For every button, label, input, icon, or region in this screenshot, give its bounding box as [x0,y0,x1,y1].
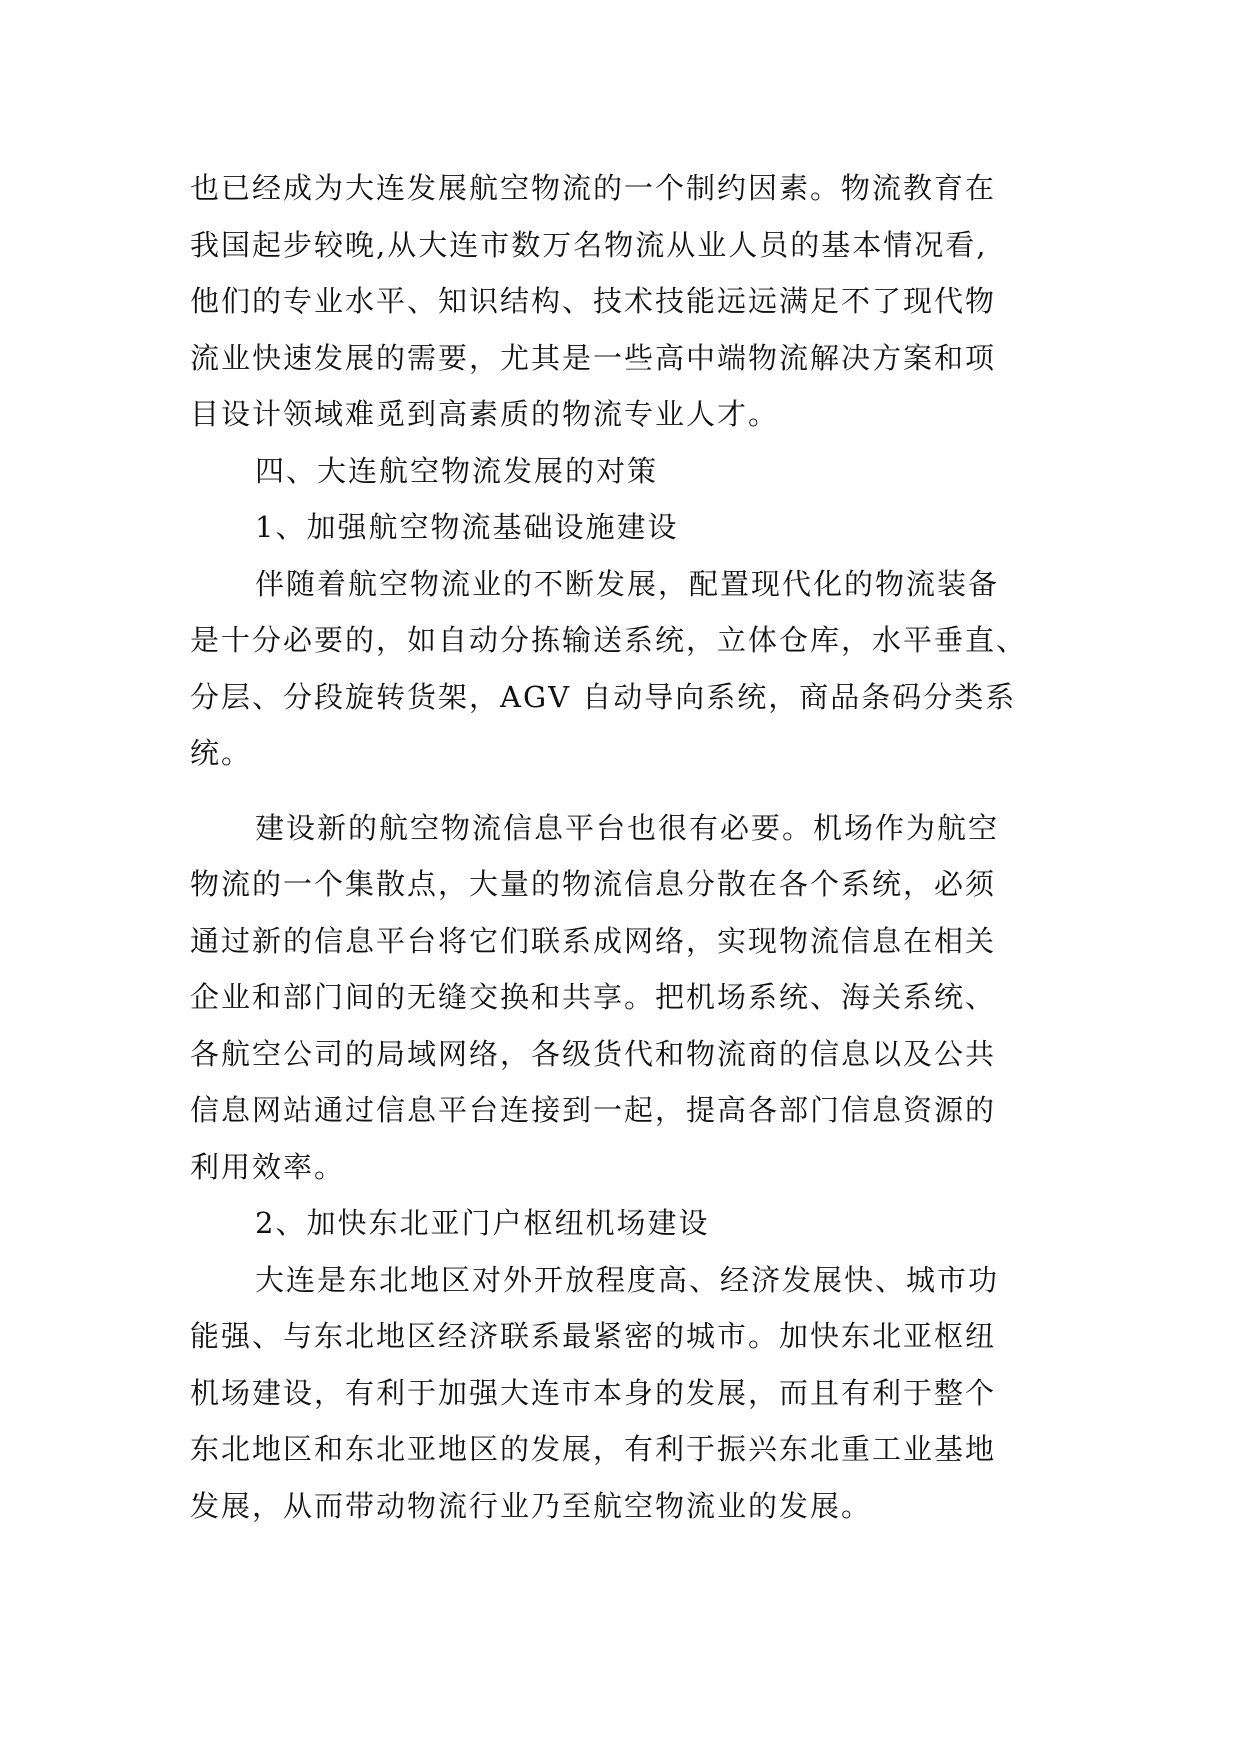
text-line: 流业快速发展的需要，尤其是一些高中端物流解决方案和项 [190,340,997,375]
paragraph [190,556,1090,782]
text-line: 通过新的信息平台将它们联系成网络，实现物流信息在相关 [190,923,997,958]
text-line: 我国起步较晚,从大连市数万名物流从业人员的基本情况看, [190,227,988,262]
text-line: 大连是东北地区对外开放程度高、经济发展快、城市功 [255,1262,1000,1297]
paragraph-continuation [190,160,1090,443]
text-line: 统。 [190,736,253,770]
text-line: 企业和部门间的无缝交换和共享。把机场系统、海关系统、 [190,980,997,1014]
paragraph [190,800,1090,1196]
text-line: 物流的一个集散点，大量的物流信息分散在各个系统，必须 [190,867,997,901]
subsection-heading: 2、加快东北亚门户枢纽机场建设 [255,1206,710,1240]
text-line: 也已经成为大连发展航空物流的一个制约因素。物流教育在 [190,171,997,205]
subsection-heading: 1、加强航空物流基础设施建设 [255,510,679,544]
text-line: 分层、分段旋转货架，AGV 自动导向系统，商品条码分类系 [190,679,1017,714]
text-line: 建设新的航空物流信息平台也很有必要。机场作为航空 [255,810,1000,845]
paragraph-gap [190,782,1090,800]
text-line: 东北地区和东北亚地区的发展，有利于振兴东北重工业基地 [190,1432,997,1466]
paragraph [190,1252,1090,1535]
text-line: 发展，从而带动物流行业乃至航空物流业的发展。 [190,1488,873,1523]
text-line: 能强、与东北地区经济联系最紧密的城市。加快东北亚枢纽 [190,1319,997,1353]
text-line: 是十分必要的，如自动分拣输送系统，立体仓库，水平垂直、 [190,623,1028,657]
text-line: 利用效率。 [190,1149,346,1184]
text-line: 伴随着航空物流业的不断发展，配置现代化的物流装备 [255,566,1000,601]
document-page [190,160,1090,1534]
text-line: 机场建设，有利于加强大连市本身的发展，而且有利于整个 [190,1375,997,1410]
section-heading: 四、大连航空物流发展的对策 [255,453,659,488]
text-line: 信息网站通过信息平台连接到一起，提高各部门信息资源的 [190,1093,997,1127]
text-line: 他们的专业水平、知识结构、技术技能远远满足不了现代物 [190,284,997,318]
text-line: 各航空公司的局域网络，各级货代和物流商的信息以及公共 [190,1036,997,1071]
text-line: 目设计领域难觅到高素质的物流专业人才。 [190,397,780,431]
